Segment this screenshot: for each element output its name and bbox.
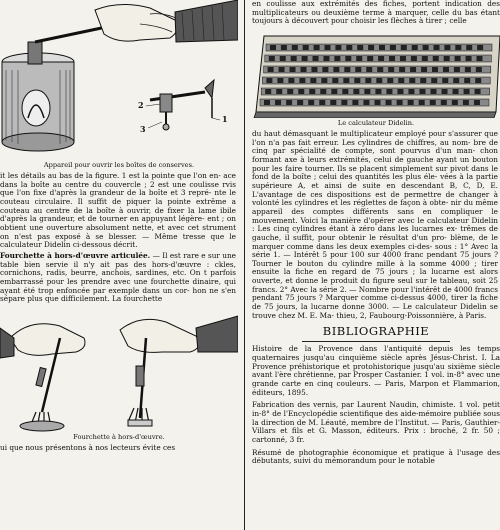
fork-illustration (0, 308, 238, 432)
paragraph-calculator-top: en coulisse aux extrémités des fiches, portent indication des multiplicateurs ou deuxième terme à marquer, celle du bas étant toujours à découvert pour choisir les flèches à tirer ; celle (252, 0, 500, 26)
paragraph-fork (0, 252, 238, 304)
right-column (252, 0, 500, 470)
bibliography-rule (302, 341, 451, 342)
bibliography-item: Histoire de la Provence dans l'antiquité depuis les temps quaternaires jusqu'au cinquième siècle après Jésus-Christ. I. La Provence préhistorique et protohistorique jusqu'au sixième siècle avant l'ère chrétienne, par Prosper Castanier. 1 vol. in-8° avec une grande carte en cinq couleurs. — Paris, Marpon et Flammarion, éditeurs, 1895. (252, 344, 500, 397)
fork-figure (0, 308, 238, 432)
paragraph-fork-continued: ui que nous présentons à nos lecteurs évite ces (0, 442, 176, 452)
caption-can-opener: Appareil pour ouvrir les boîtes de conserves. (43, 161, 195, 169)
paragraph-calculator: du haut démasquant le multiplicateur employé pour s'assurer que l'on n'a pas fait erreur. Les cylindres de chiffres, au nom- bre de cinq par spécialité de compte, sont pourvus d'un man- chon formant axe à leurs extrémités, celui de gauche ayant un bouton pour les faire tourner. Ils se placent simplement sur pivot dans le fond de la boîte ; celui des quantités les plus éle- vées à la partie supérieure A, et ainsi de suite en descendant B, C, D, E. L'avantage de ces dispositions est de permettre de changer à volonté les cylindres et les réglettes de façon à obte- nir du même appareil des comptes différents sans en compliquer le mouvement. Voici la manière d'opérer avec le calculateur Didelin : Les cinq cylindres étant à zéro dans les lucarnes ex- trêmes de gauche, il suffit, pour obtenir le résultat d'un pro- blème, de le marquer comme dans les deux exemples ci-des- sous : 1° Avec la série 1. — Intérêt 5 pour 100 sur 4000 franc pendant 75 jours ? Tourner le bouton du cylindre mille à la somme 4000 ; tirer ensuite la fiche en regard de 75 jours ; la lucarne est alors ouverte, et donne le produit du figure seul sur le tableau, soit 25 francs. 2° Avec la série 2. — Nombre pour l'intérêt de 4000 francs pendant 75 jours ? Marquer comme ci-dessus 4000, tirer la fiche de 75 jours, la lucarne donne 3000. — Le calculateur Didelin se trouve chez M. E. Ma- thieu, 2, Faubourg-Poissonnière, à Paris. (252, 128, 498, 320)
paragraph-can-opener: it les détails au bas de la figure. 1 est la pointe que l'on en- ace dans la boîte au centre du couvercle ; 2 est une coulisse rvis que l'on fixe d'après la grandeur de la boîte et 3 repré- nte le couteau circulaire. Il suffit de piquer la pointe extrême a couteau au centre de la boîte à ouvrir, de fixer la lame ibile d'après la grandeur, et de tourner en appuyant légère- ent ; on obtient une ouverture absolument nette, et avec cet strument on n'est pas exposé à se blesser. — Même tresse que le calculateur Didelin ci-dessous décrit. (0, 171, 236, 250)
can-opener-illustration (0, 0, 238, 160)
bibliography-heading: BIBLIOGRAPHIE (322, 324, 430, 339)
figure1-label-3: 3 (140, 124, 146, 134)
column-rule (244, 0, 245, 530)
bibliography-item: Fabrication des vernis, par Laurent Naudin, chimiste. 1 vol. petit in-8° de l'Encyclopédie scientifique des aide-mémoire publiée sous la direction de M. Léauté, membre de l'Institut. — Paris, Gauthier-Villars et fils et G. Masson, éditeurs. Prix : broché, 2 fr. 50 ; cartonné, 3 fr. (252, 400, 500, 444)
fork-section-heading: Fourchette à hors-d'œuvre articulée. (0, 250, 151, 260)
caption-fork: Fourchette à hors-d'œuvre. (73, 432, 165, 441)
fork-section-text: — Il est rare e sur une table bien servie il n'y ait pas des hors-d'œuvre : ckles, cornichons, radis, beurre, anchois, sardines, etc. On t parfois embarrassé pour les prendre avec une fourchette dinaire, qui ayant été trop enfoncée par exemple dans un cor- hon ne s'en sépare plus que difficilement. La fourchette (0, 250, 236, 304)
figure1-label-2: 2 (138, 100, 144, 110)
bibliography-item: Résumé de photographie économique et pratique à l'usage des débutants, suivi du mémorandum pour le notable (252, 447, 500, 466)
figure1-label-1: 1 (222, 114, 228, 124)
left-column (0, 0, 238, 453)
calculator-figure (252, 30, 500, 118)
can-opener-figure (0, 0, 238, 160)
caption-calculator: Le calculateur Didelin. (337, 118, 415, 127)
calculator-illustration (252, 30, 500, 118)
